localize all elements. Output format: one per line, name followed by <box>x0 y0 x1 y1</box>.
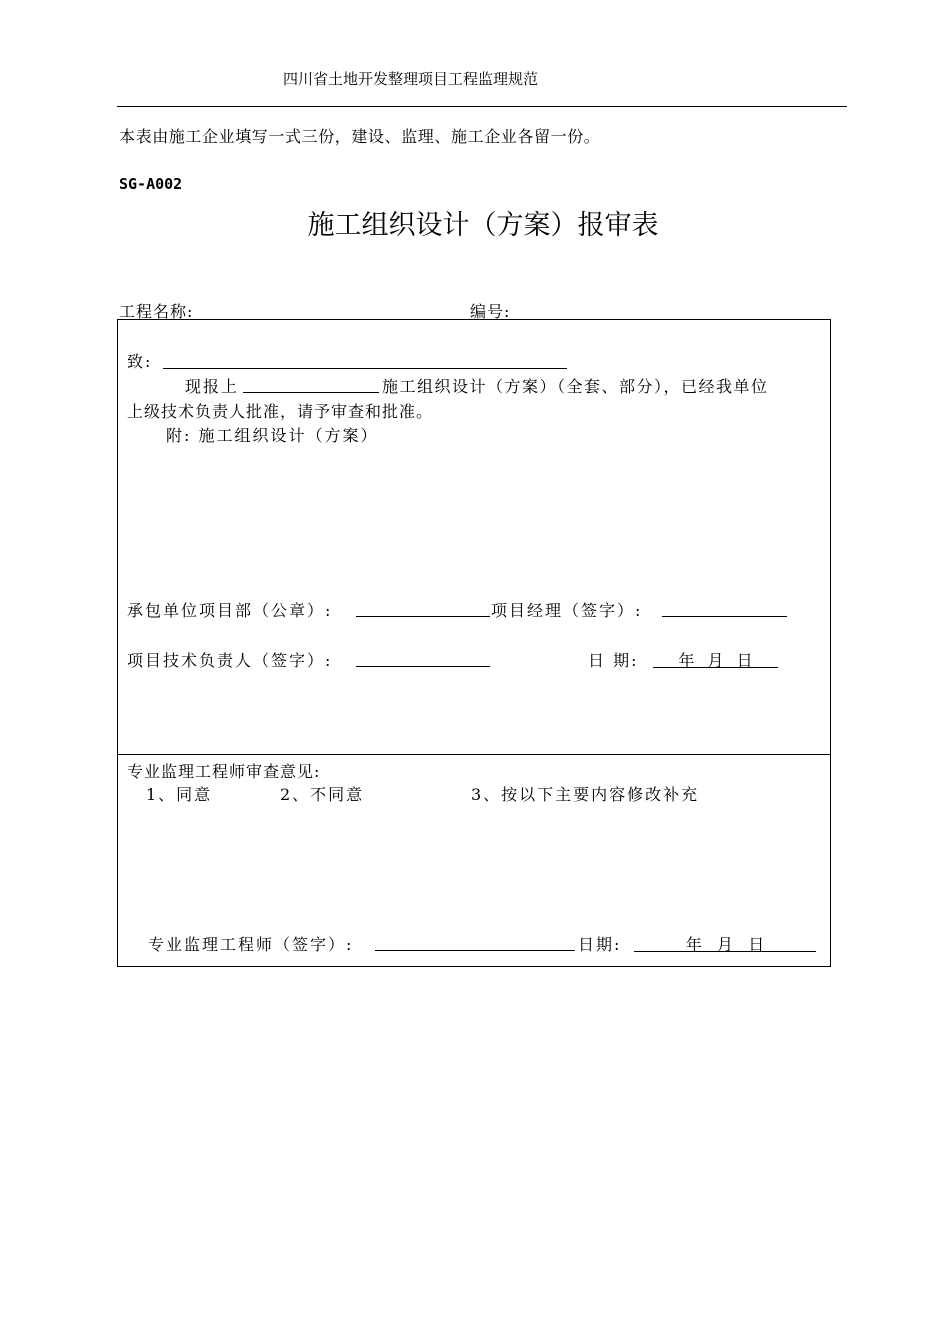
tech-lead-signature-field[interactable] <box>356 666 490 667</box>
opinion-label: 专业监理工程师审查意见: <box>127 762 321 781</box>
report-suffix: 施工组织设计（方案）（全套、部分），已经我单位 <box>382 377 769 396</box>
form-code: SG-A002 <box>119 175 183 193</box>
contractor-stamp-label: 承包单位项目部（公章）: <box>127 601 333 620</box>
contractor-stamp-field[interactable] <box>356 616 490 617</box>
date-field[interactable]: 年 月 日 <box>653 648 778 668</box>
option-disagree[interactable]: 2、不同意 <box>280 785 365 804</box>
recipient-field[interactable] <box>163 368 567 369</box>
to-label: 致: <box>127 352 153 371</box>
manager-signature-label: 项目经理（签字）: <box>491 601 643 620</box>
distribution-note: 本表由施工企业填写一式三份，建设、监理、施工企业各留一份。 <box>119 127 601 146</box>
engineer-signature-label: 专业监理工程师（签字）: <box>148 935 354 954</box>
design-name-field[interactable] <box>243 392 379 393</box>
tech-lead-signature-label: 项目技术负责人（签字）: <box>127 651 333 670</box>
project-name-label: 工程名称: <box>119 302 194 321</box>
review-date-label: 日期: <box>578 935 622 954</box>
option-revise[interactable]: 3、按以下主要内容修改补充 <box>471 785 700 804</box>
engineer-signature-field[interactable] <box>375 950 575 951</box>
form-title: 施工组织设计（方案）报审表 <box>307 210 659 241</box>
running-header: 四川省土地开发整理项目工程监理规范 <box>283 70 539 88</box>
attachment-line: 附: 施工组织设计（方案） <box>166 426 379 445</box>
header-rule <box>117 106 847 107</box>
number-label: 编号: <box>470 302 511 321</box>
manager-signature-field[interactable] <box>662 616 787 617</box>
report-prefix: 现报上 <box>185 377 240 396</box>
option-agree[interactable]: 1、同意 <box>146 785 213 804</box>
review-date-field[interactable]: 年 月 日 <box>634 932 816 952</box>
date-label: 日 期: <box>588 651 639 670</box>
report-line-2: 上级技术负责人批准，请予审查和批准。 <box>127 402 434 421</box>
